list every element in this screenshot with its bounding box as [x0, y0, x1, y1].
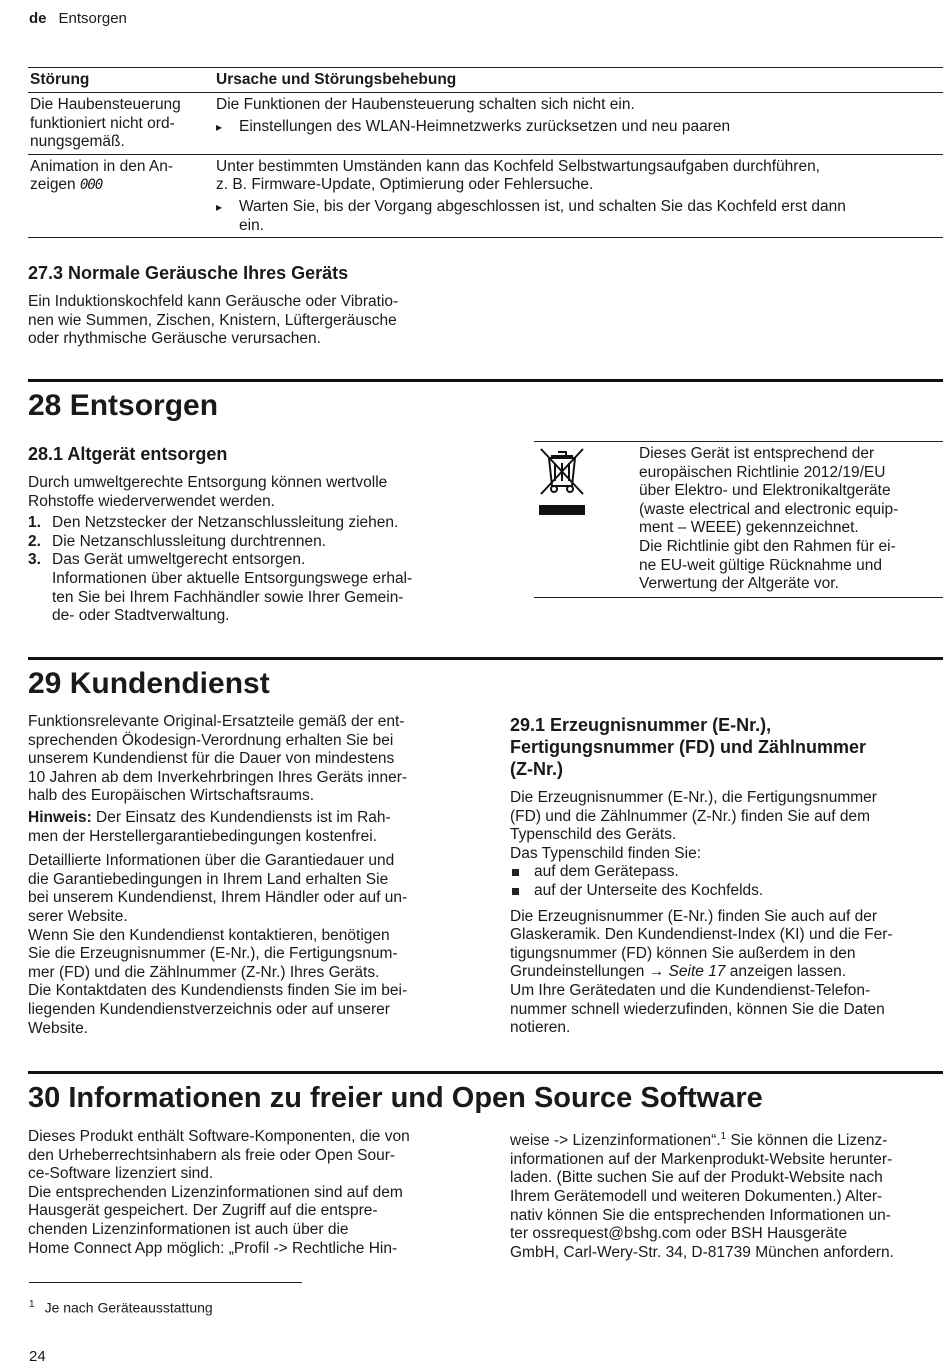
text-line: (waste electrical and electronic equip- [639, 500, 899, 518]
display-symbol: 000 [80, 177, 103, 194]
text-line: über Elektro- und Elektronikaltgeräte [639, 482, 891, 500]
text-line: nen wie Summen, Zischen, Knistern, Lüftergeräusche [28, 311, 397, 329]
heading-line: 29.1 Erzeugnisnummer (E-Nr.), [510, 715, 772, 735]
text-line: Funktionsrelevante Original-Ersatzteile gemäß der ent- [28, 713, 405, 730]
text-line: den Urheberrechtsinhabern als freie oder Open Sour- [28, 1146, 396, 1164]
text-line: 10 Jahren ab dem Inverkehrbringen Ihres Geräts inner- [28, 768, 408, 786]
section-29-title: 29 Kundendienst [28, 667, 270, 700]
heading-line: (Z-Nr.) [510, 759, 563, 779]
footnote-ref: 1 [720, 1131, 727, 1142]
column-header-fault: Störung [30, 71, 90, 88]
step-number: 2. [28, 532, 41, 550]
cause-line: Die Funktionen der Haubensteuerung schalten sich nicht ein. [216, 96, 635, 113]
text-line: Wenn Sie den Kundendienst kontaktieren, benötigen [28, 926, 390, 944]
note-label: Hinweis: [28, 808, 92, 826]
text-line [510, 963, 943, 982]
fault-cell [28, 96, 216, 152]
text-line: men der Herstellergarantiebedingungen kostenfrei. [28, 827, 377, 845]
section-28-1-title: 28.1 Altgerät entsorgen [28, 444, 228, 464]
text-line: Glaskeramik. Den Kundendienst-Index (KI) und die Fer- [510, 926, 893, 944]
text-line: europäischen Richtlinie 2012/19/EU [639, 463, 886, 481]
page-reference-link[interactable]: Seite 17 [664, 963, 726, 981]
section-rule [28, 1071, 943, 1074]
text-line: halb des Europäischen Wirtschaftsraums. [28, 787, 315, 805]
column-header-cause: Ursache und Störungsbehebung [216, 71, 457, 88]
text-line: sprechenden Ökodesign-Verordnung erhalten Sie bei [28, 731, 394, 749]
header-section: Entsorgen [58, 10, 127, 27]
text-line: Rohstoffe wiederverwendet werden. [28, 492, 275, 510]
footnote-text: Je nach Geräteausstattung [44, 1299, 213, 1316]
text-line: Die entsprechenden Lizenzinformationen sind auf dem [28, 1183, 403, 1201]
note [28, 809, 478, 828]
cause-cell [216, 96, 943, 152]
weee-text [639, 445, 943, 594]
text-line: mer (FD) und die Zählnummer (Z-Nr.) Ihres Geräts. [28, 963, 380, 981]
section-27-3-text [28, 293, 468, 349]
footnote [29, 1296, 213, 1317]
list-item: auf dem Gerätepass. [510, 863, 943, 882]
fault-line: funktioniert nicht ord- [30, 114, 175, 132]
section-29-1-title [510, 714, 943, 780]
text-line: nativ können Sie die entsprechenden Informationen un- [510, 1206, 891, 1224]
step-number: 1. [28, 514, 41, 532]
action-item [216, 198, 943, 235]
text-line: chenden Lizenzinformationen ist auch über die [28, 1220, 349, 1238]
text-line: notieren. [510, 1019, 571, 1037]
note-text: Der Einsatz des Kundendiensts ist im Rah- [91, 808, 391, 826]
text-line: Die Erzeugnisnummer (E-Nr.), die Fertigungsnummer [510, 789, 877, 806]
section-30-left-text [28, 1128, 478, 1258]
action-text: ▸ Warten Sie, bis der Vorgang abgeschlossen ist, und schalten Sie das Kochfeld erst dann [239, 197, 846, 215]
cause-cell [216, 158, 943, 235]
fault-line: Die Haubensteuerung [30, 96, 181, 113]
action-item [216, 118, 943, 137]
text-line: bei unserem Kundendienst, Ihrem Händler oder auf un- [28, 889, 408, 907]
page-header [29, 10, 127, 29]
text-line: Die Erzeugnisnummer (E-Nr.) finden Sie auch auf der [510, 907, 877, 925]
fault-line [30, 176, 216, 195]
text-line: tigungsnummer (FD) können Sie außerdem in den [510, 944, 856, 962]
text-line: informationen auf der Markenprodukt-Website herunter- [510, 1150, 893, 1168]
text-line: Detaillierte Informationen über die Garantiedauer und [28, 852, 395, 870]
text-fragment: anzeigen lassen. [725, 963, 847, 981]
list-item: auf der Unterseite des Kochfelds. [510, 882, 943, 901]
section-28-title: 28 Entsorgen [28, 389, 219, 422]
text-line: liegenden Kundendienstverzeichnis oder auf unserer [28, 1000, 390, 1018]
text-line: Sie die Erzeugnisnummer (E-Nr.), die Fertigungsnum- [28, 945, 398, 963]
text-line: ne EU-weit gültige Rücknahme und [639, 556, 882, 574]
text-line: (FD) und die Zählnummer (Z-Nr.) finden Sie auf dem [510, 807, 871, 825]
table-row [28, 155, 943, 238]
language-code: de [29, 10, 47, 27]
cause-line: z. B. Firmware-Update, Optimierung oder Fehlersuche. [216, 176, 594, 194]
text-line: Website. [28, 1019, 89, 1037]
action-text: ein. [239, 216, 264, 234]
text-line: oder rhythmische Geräusche verursachen. [28, 330, 321, 348]
footnote-mark: 1 [29, 1299, 35, 1310]
arrow-icon: → [648, 963, 665, 981]
text-line: Das Typenschild finden Sie: [510, 844, 701, 862]
text-line: ce-Software lizenziert sind. [28, 1165, 214, 1183]
footnote-rule [29, 1282, 302, 1283]
section-29-1-text [510, 789, 943, 1038]
list-item [28, 514, 478, 533]
step-text: ten Sie bei Ihrem Fachhändler sowie Ihrer Gemein- [52, 588, 404, 606]
weee-bin-icon [538, 446, 586, 524]
text-line: Durch umweltgerechte Entsorgung können wertvolle [28, 474, 388, 491]
text-line: Dieses Produkt enthält Software-Komponenten, die von [28, 1128, 410, 1145]
table-header-row [28, 67, 943, 93]
text-line: die Garantiebedingungen in Ihrem Land erhalten Sie [28, 870, 389, 888]
list-item [28, 551, 478, 625]
text-line: Die Richtlinie gibt den Rahmen für ei- [639, 537, 896, 555]
text-line: Home Connect App möglich: „Profil -> Rechtliche Hin- [28, 1239, 398, 1257]
text-line: ment – WEEE) gekennzeichnet. [639, 519, 859, 537]
text-fragment: weise -> Lizenzinformationen“. [510, 1132, 721, 1150]
section-rule [28, 657, 943, 660]
section-29-left-text [28, 713, 478, 1038]
step-text: Das Gerät umweltgerecht entsorgen. [52, 551, 306, 569]
text-fragment: Sie können die Lizenz- [726, 1132, 888, 1150]
text-line: serer Website. [28, 907, 128, 925]
text-line: GmbH, Carl-Wery-Str. 34, D-81739 München anfordern. [510, 1243, 894, 1261]
text-line: Typenschild des Geräts. [510, 826, 677, 844]
text-line: Hausgerät gespeichert. Der Zugriff auf die entspre- [28, 1202, 378, 1220]
section-30-right-text [510, 1128, 946, 1262]
page-number: 24 [29, 1348, 46, 1365]
text-line: laden. (Bitte suchen Sie auf der Produkt-Website nach [510, 1169, 883, 1187]
text-fragment: Grundeinstellungen [510, 963, 649, 981]
step-text: Den Netzstecker der Netzanschlussleitung ziehen. [52, 514, 399, 532]
section-rule [28, 379, 943, 382]
text-line: Dieses Gerät ist entsprechend der [639, 445, 875, 462]
text-line: nummer schnell wiederzufinden, können Sie die Daten [510, 1000, 885, 1018]
step-number: 3. [28, 551, 41, 569]
action-text: Einstellungen des WLAN-Heimnetzwerks zurücksetzen und neu paaren [239, 117, 731, 135]
text-line: Die Kontaktdaten des Kundendiensts finden Sie im bei- [28, 982, 408, 1000]
text-line [510, 1128, 946, 1151]
troubleshooting-table [28, 67, 943, 238]
text-line: Ein Induktionskochfeld kann Geräusche oder Vibratio- [28, 293, 399, 310]
text-line: Um Ihre Gerätedaten und die Kundendienst-Telefon- [510, 981, 871, 999]
step-text: Die Netzanschlussleitung durchtrennen. [52, 532, 326, 550]
heading-line: Fertigungsnummer (FD) und Zählnummer [510, 737, 867, 757]
section-28-1-text [28, 474, 478, 626]
section-27-3-title: 27.3 Normale Geräusche Ihres Geräts [28, 263, 349, 283]
text-line: ter ossrequest@bshg.com oder BSH Hausgeräte [510, 1225, 848, 1243]
cause-line: Unter bestimmten Umständen kann das Kochfeld Selbstwartungsaufgaben durchführen, [216, 157, 820, 175]
list-item [28, 533, 478, 552]
fault-cell [28, 158, 216, 235]
table-row [28, 93, 943, 155]
text-line: Verwertung der Altgeräte vor. [639, 575, 839, 593]
step-text: de- oder Stadtverwaltung. [52, 607, 230, 625]
step-text: Informationen über aktuelle Entsorgungswege erhal- [52, 569, 413, 587]
fault-text: zeigen [30, 176, 76, 194]
section-30-title: 30 Informationen zu freier und Open Source Software [28, 1082, 763, 1114]
text-line: Ihrem Gerätemodell und weiteren Dokumenten.) Alter- [510, 1187, 883, 1205]
text-line: unserem Kundendienst für die Dauer von mindestens [28, 750, 395, 768]
fault-line: nungsgemäß. [30, 133, 125, 151]
fault-line: Animation in den An- [30, 157, 174, 175]
